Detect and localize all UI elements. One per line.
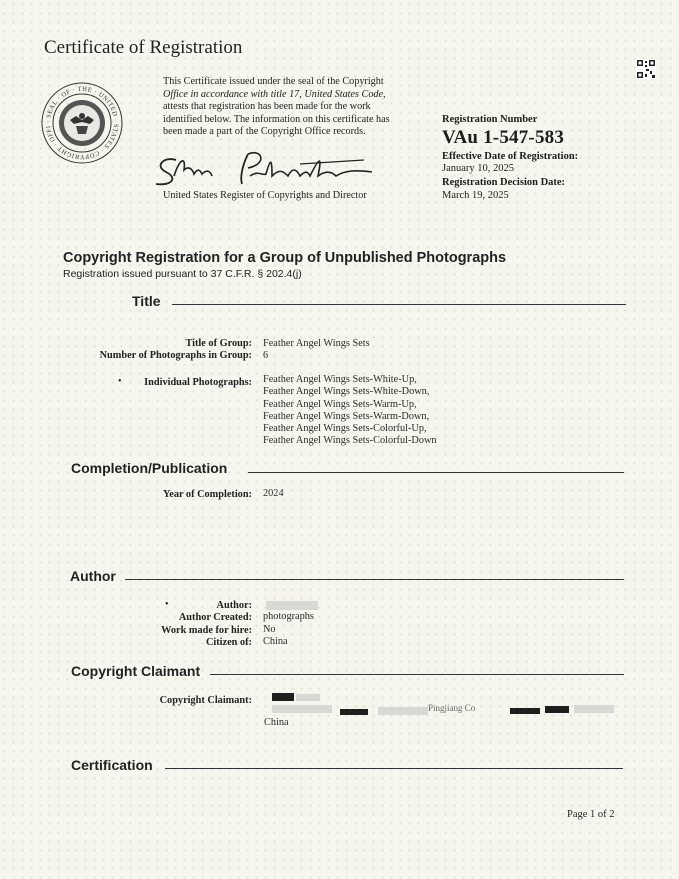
section-author-heading: Author (70, 568, 116, 584)
bullet-icon: • (165, 599, 169, 610)
intro-line: Office in accordance with title 17, United States Code, (163, 88, 386, 100)
effective-date-label: Effective Date of Registration: (442, 151, 579, 162)
redacted-claimant-address (272, 705, 332, 713)
claimant-partial-text: Pingjiang Co (428, 703, 476, 713)
section-divider (248, 472, 624, 473)
decision-date-value: March 19, 2025 (442, 190, 509, 201)
citizenship-value: China (263, 636, 288, 647)
redacted-claimant-address (545, 706, 569, 713)
register-signature (150, 146, 390, 192)
group-title-label: Title of Group: (185, 338, 252, 349)
intro-line: been made a part of the Copyright Office records. (163, 126, 366, 138)
citizenship-label: Citizen of: (205, 637, 252, 648)
certificate-title: Certificate of Registration (44, 37, 243, 58)
redacted-claimant-name (272, 693, 294, 701)
redacted-claimant-address (574, 705, 614, 713)
document-subheading: Registration issued pursuant to 37 C.F.R. § 202.4(j) (63, 268, 302, 280)
list-item: Feather Angel Wings Sets-Colorful-Up, (263, 423, 427, 435)
section-claimant-heading: Copyright Claimant (71, 663, 201, 679)
redacted-author-name (266, 601, 318, 610)
section-certification-heading: Certification (71, 757, 153, 773)
registration-number: VAu 1-547-583 (442, 127, 565, 148)
redacted-claimant-address (378, 707, 428, 715)
list-item: Feather Angel Wings Sets-Warm-Up, (263, 398, 417, 410)
year-completion-label: Year of Completion: (162, 489, 252, 500)
copyright-office-seal-icon (40, 76, 124, 172)
intro-line: This Certificate issued under the seal of the Copyright (163, 76, 384, 87)
list-item: Feather Angel Wings Sets-Warm-Down, (263, 410, 430, 422)
work-for-hire-label: Work made for hire: (161, 625, 252, 636)
list-item: Feather Angel Wings Sets-White-Up, (263, 374, 417, 385)
individual-photos-list (263, 374, 437, 448)
bullet-icon: • (118, 376, 122, 387)
effective-date-value: January 10, 2025 (442, 163, 515, 174)
individual-photos-label: Individual Photographs: (144, 377, 252, 388)
redacted-claimant-address (510, 708, 540, 714)
certificate-intro-text (163, 76, 413, 139)
register-title: United States Register of Copyrights and Director (163, 190, 367, 201)
section-divider (125, 579, 624, 580)
section-divider (165, 768, 623, 769)
group-title-value: Feather Angel Wings Sets (263, 338, 370, 349)
qr-code-icon (636, 59, 656, 79)
svg-text:· SEAL · OF · THE · UNITED · S: · SEAL · OF · THE · UNITED · STATES · COPYRIGHT · OFFI (44, 85, 120, 161)
list-item: Feather Angel Wings Sets-White-Down, (263, 386, 430, 398)
redacted-claimant-address (340, 709, 368, 715)
section-completion-heading: Completion/Publication (71, 460, 228, 476)
intro-line: identified below. The information on this certificate has (163, 113, 390, 125)
section-title-heading: Title (132, 293, 161, 309)
registration-number-label: Registration Number (442, 114, 538, 125)
intro-line: attests that registration has been made for the work (163, 101, 371, 113)
section-divider (210, 674, 624, 675)
decision-date-label: Registration Decision Date: (442, 177, 566, 188)
photo-count-label: Number of Photographs in Group: (99, 350, 252, 361)
page-number: Page 1 of 2 (567, 809, 615, 820)
list-item: Feather Angel Wings Sets-Colorful-Down (263, 435, 437, 447)
author-created-label: Author Created: (178, 612, 252, 623)
year-completion-value: 2024 (263, 488, 284, 499)
section-divider (172, 304, 626, 305)
work-for-hire-value: No (263, 624, 276, 635)
redacted-claimant-name (296, 694, 320, 701)
document-heading: Copyright Registration for a Group of Unpublished Photographs (63, 250, 507, 266)
author-created-value: photographs (263, 611, 314, 622)
claimant-label: Copyright Claimant: (159, 695, 252, 706)
author-label: Author: (216, 600, 252, 611)
claimant-country: China (264, 717, 289, 728)
photo-count-value: 6 (263, 350, 269, 361)
